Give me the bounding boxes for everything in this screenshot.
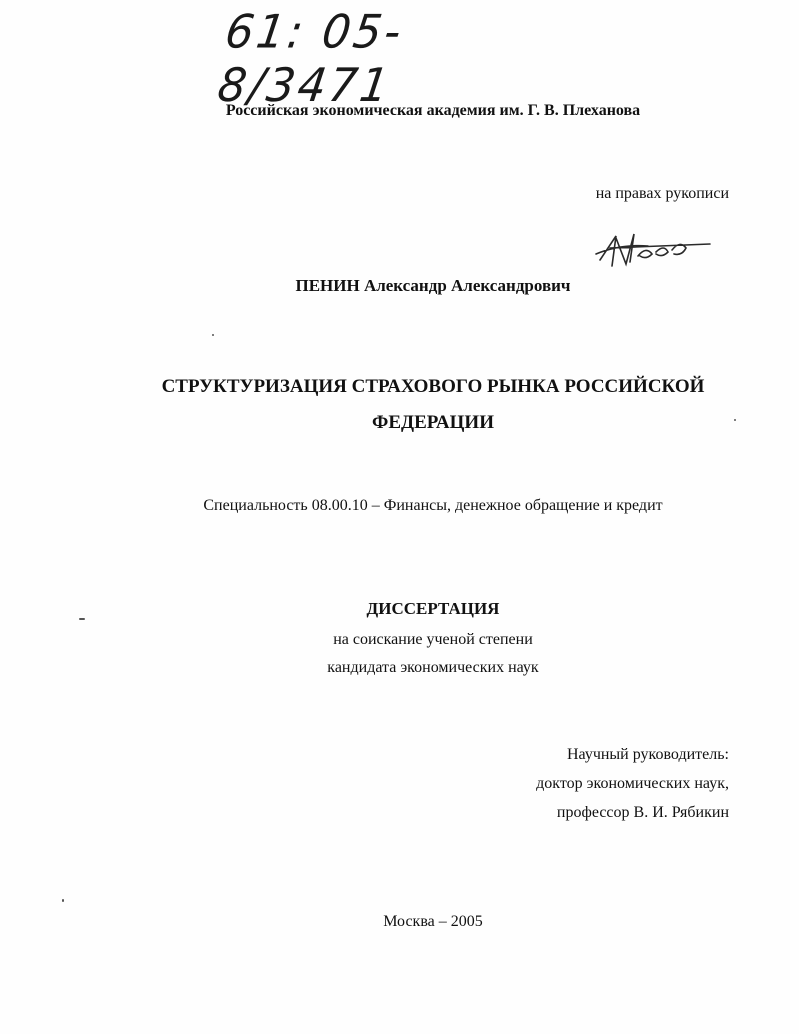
supervisor-degree: доктор экономических наук,: [536, 775, 729, 792]
scan-speck: [212, 334, 214, 336]
degree-line-2: кандидата экономических наук: [327, 659, 539, 676]
manuscript-rights-note: на правах рукописи: [595, 185, 729, 202]
dissertation-label: ДИССЕРТАЦИЯ: [366, 599, 500, 618]
specialty-line: Специальность 08.00.10 – Финансы, денежное обращение и кредит: [203, 497, 663, 514]
author-name: ПЕНИН Александр Александрович: [295, 276, 571, 295]
author-signature: [590, 226, 720, 278]
handwritten-catalog-number: [214, 5, 492, 113]
title-line-1: СТРУКТУРИЗАЦИЯ СТРАХОВОГО РЫНКА РОССИЙСКОЙ: [161, 376, 705, 397]
degree-line-1: на соискание ученой степени: [333, 631, 533, 648]
title-line-2: ФЕДЕРАЦИИ: [372, 412, 494, 433]
dissertation-title: [0, 369, 799, 441]
scan-speck: [734, 419, 736, 421]
institution-name: Российская экономическая академия им. Г. В. Плеханова: [225, 102, 641, 119]
scan-speck: [79, 618, 85, 620]
supervisor-label: Научный руководитель:: [566, 746, 729, 763]
supervisor-name: профессор В. И. Рябикин: [556, 804, 729, 821]
catalog-number-text: 61: 05-8/3471: [214, 5, 408, 113]
city-year: Москва – 2005: [383, 913, 483, 930]
scan-speck: [62, 899, 64, 902]
